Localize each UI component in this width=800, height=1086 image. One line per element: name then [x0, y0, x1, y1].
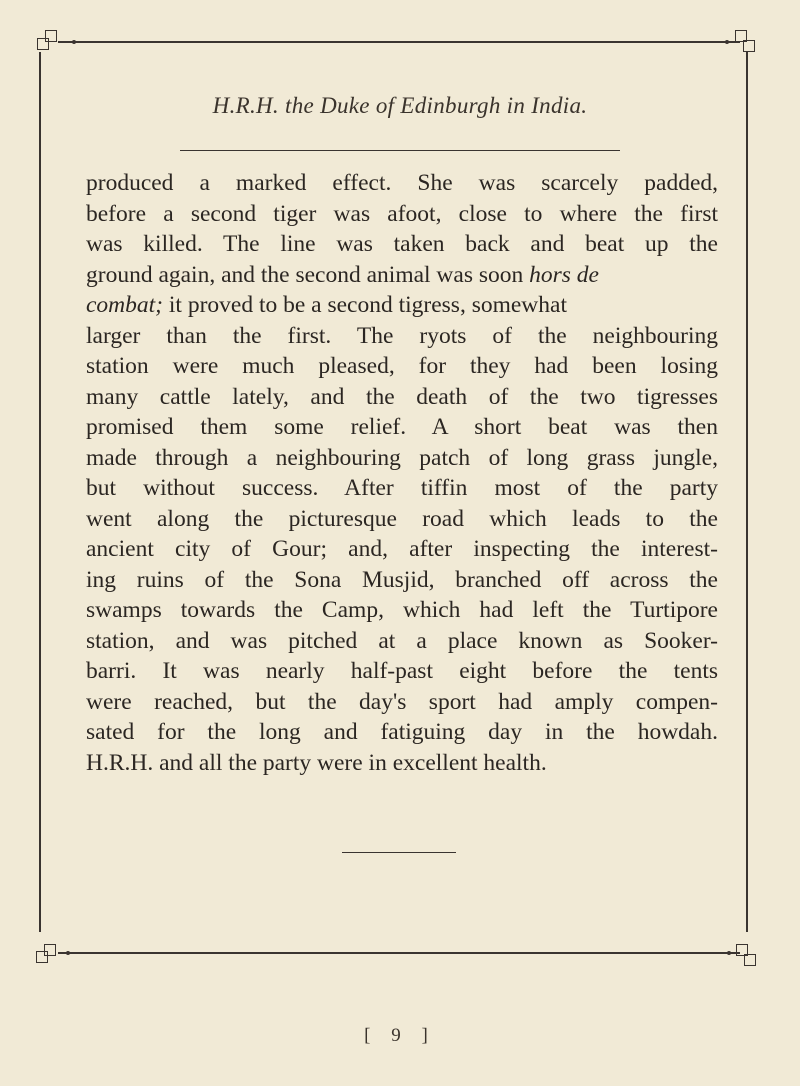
frame-left-rule [39, 52, 41, 932]
page-number: [ 9 ] [364, 1025, 436, 1046]
italic-phrase: combat; [86, 292, 164, 318]
body-line: station, and was pitched at a place known as Sooker- [86, 627, 718, 654]
corner-ornament-bottom-right-inner [744, 954, 756, 966]
body-line: made through a neighbouring patch of long grass jungle, [86, 444, 718, 471]
body-line-text: it proved to be a second tigress, somewhat [163, 292, 567, 318]
corner-ornament-top-right-inner [743, 40, 755, 52]
frame-top-rule [58, 41, 740, 43]
body-line: promised them some relief. A short beat was then [86, 414, 718, 440]
body-line: were reached, but the day's sport had amply compen- [86, 688, 718, 715]
corner-ornament-bottom-left-inner [36, 951, 48, 963]
body-line: before a second tiger was afoot, close to where the first [86, 200, 718, 227]
body-line: was killed. The line was taken back and beat up the [86, 231, 718, 257]
body-line-text: ground again, and the second animal was soon [86, 261, 524, 288]
frame-bottom-rule [58, 952, 740, 954]
body-line-with-italic [86, 260, 718, 291]
corner-dot-bottom-left [66, 951, 70, 955]
body-paragraph [86, 168, 718, 778]
body-line: larger than the first. The ryots of the neighbouring [86, 322, 718, 349]
corner-dot-top-right [725, 40, 729, 44]
running-head: H.R.H. the Duke of Edinburgh in India. [212, 93, 588, 118]
italic-phrase: hors de [529, 261, 599, 288]
closing-rule [342, 852, 456, 853]
body-line: ing ruins of the Sona Musjid, branched off across the [86, 566, 718, 593]
body-line: sated for the long and fatiguing day in the howdah. [86, 719, 718, 745]
corner-dot-top-left [72, 40, 76, 44]
body-line: but without success. After tiffin most of the party [86, 475, 718, 501]
body-line: many cattle lately, and the death of the two tigresses [86, 383, 718, 410]
body-line: station were much pleased, for they had been losing [86, 353, 718, 379]
body-line: went along the picturesque road which leads to the [86, 505, 718, 532]
body-line: swamps towards the Camp, which had left the Turtipore [86, 597, 718, 623]
corner-dot-bottom-right [727, 951, 731, 955]
body-line-with-italic [86, 290, 718, 321]
body-line: barri. It was nearly half-past eight before the tents [86, 658, 718, 684]
frame-right-rule [746, 52, 748, 932]
body-line: H.R.H. and all the party were in excellent health. [86, 749, 547, 776]
body-line: produced a marked effect. She was scarcely padded, [86, 170, 718, 196]
body-line: ancient city of Gour; and, after inspecting the interest- [86, 536, 718, 562]
header-rule [180, 150, 620, 151]
corner-ornament-top-left-inner [37, 38, 49, 50]
